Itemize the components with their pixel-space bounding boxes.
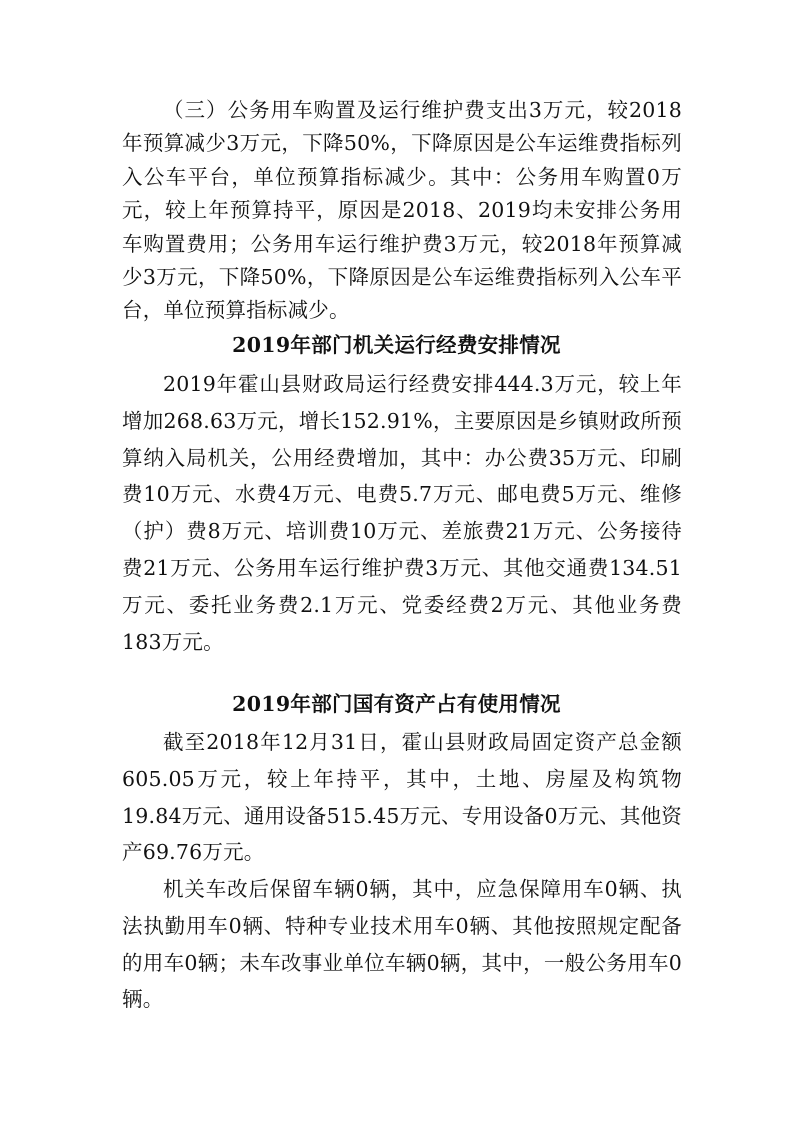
section-state-assets [122,724,682,871]
vehicles-paragraph: 机关车改后保留车辆0辆，其中，应急保障用车0辆、执法执勤用车0辆、特种专业技术用车0辆、其他按照规定配备的用车0辆；未车改事业单位车辆0辆，其中，一般公务用车0辆。 [122,877,682,1012]
state-assets-heading: 2019年部门国有资产占有使用情况 [232,692,561,716]
vehicle-expenses-paragraph: （三）公务用车购置及运行维护费支出3万元，较2018年预算减少3万元，下降50%，下降原因是公车运维费指标列入公车平台，单位预算指标减少。其中：公务用车购置0万元，较上年预算持平，原因是2018、2019均未安排公务用车购置费用；公务用车运行维护费3万元，较2018年预算减少3万元，下降50%，下降原因是公车运维费指标列入公车平台，单位预算指标减少。 [122,98,682,323]
section-vehicle-expenses [122,94,682,328]
operating-expenses-paragraph: 2019年霍山县财政局运行经费安排444.3万元，较上年增加268.63万元，增长152.91%，主要原因是乡镇财政所预算纳入局机关，公用经费增加，其中：办公费35万元、印刷费10万元、水费4万元、电费5.7万元、邮电费5万元、维修（护）费8万元、培训费10万元、差旅费21万元、公务接待费21万元、公务用车运行维护费3万元、其他交通费134.51万元、委托业务费2.1万元、党委经费2万元、其他业务费183万元。 [122,372,682,654]
section-vehicles [122,871,682,1018]
fixed-assets-paragraph: 截至2018年12月31日，霍山县财政局固定资产总金额605.05万元，较上年持平，其中，土地、房屋及构筑物19.84万元、通用设备515.45万元、专用设备0万元、其他资产69.76万元。 [122,730,682,865]
section-operating-expenses [122,366,682,660]
operating-expenses-heading: 2019年部门机关运行经费安排情况 [232,333,561,357]
